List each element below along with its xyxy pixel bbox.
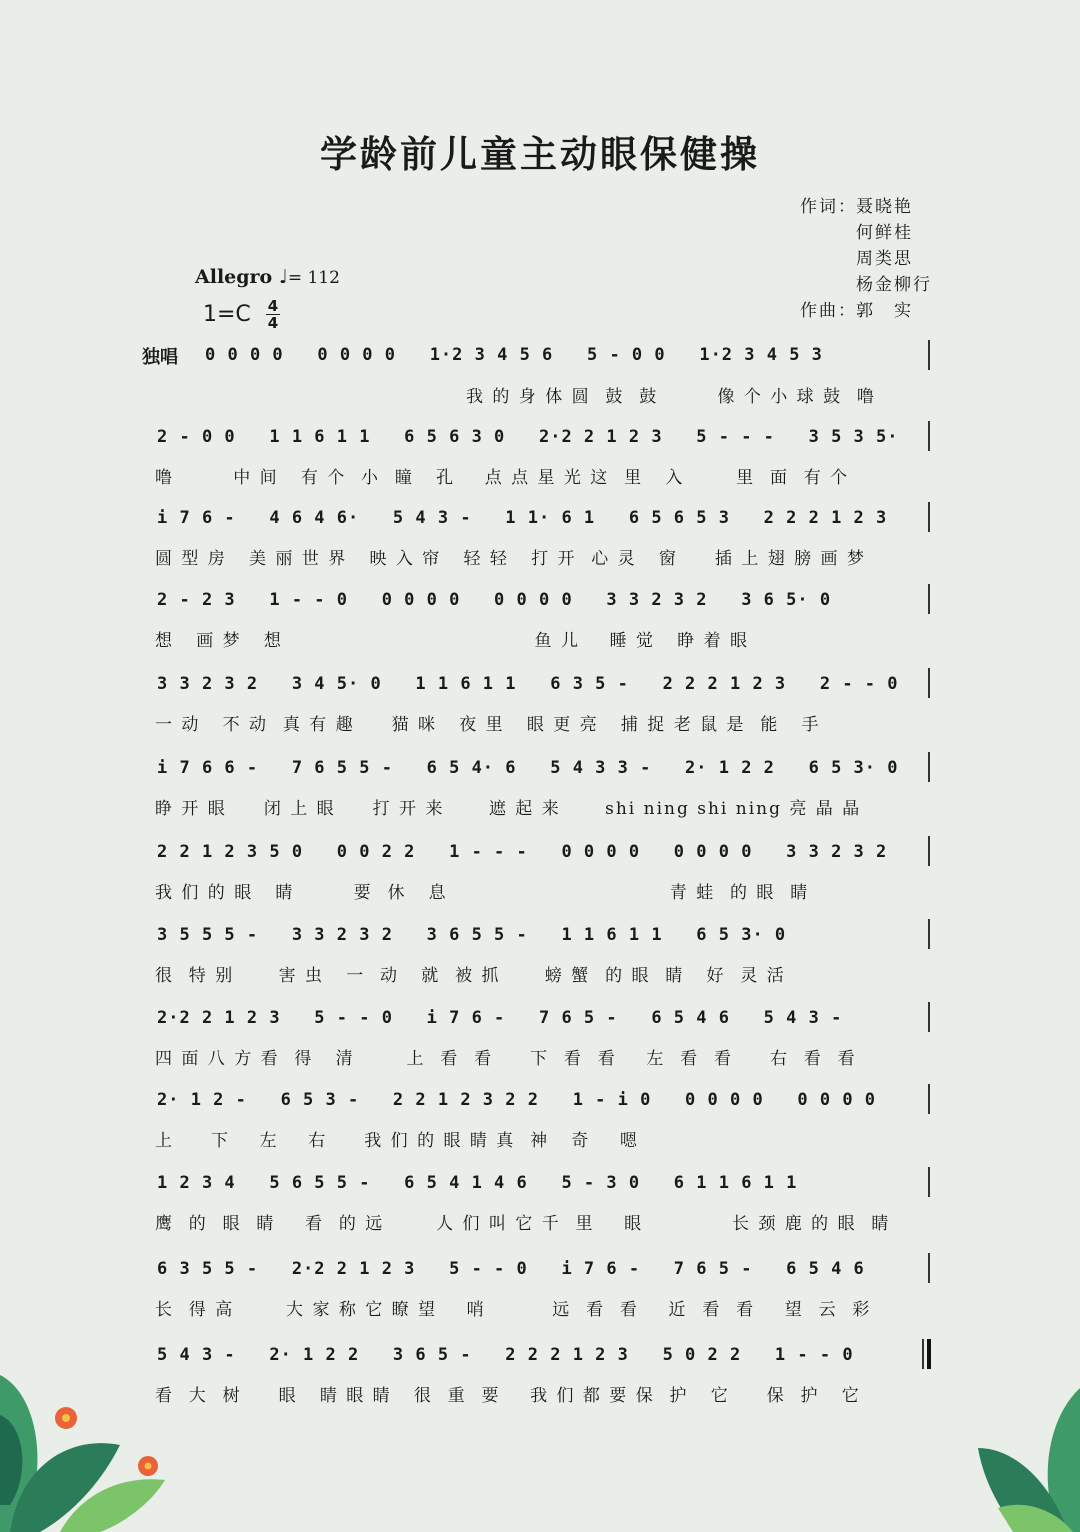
system-6-notes: i 7 6 6 - 7 6 5 5 - 6 5 4· 6 5 4 3 3 - 2· 1 2 2 6 5 3· 0	[157, 758, 899, 778]
tempo-bpm: = 112	[287, 268, 340, 288]
composer: 郭 实	[856, 301, 913, 321]
barline	[928, 502, 930, 532]
system-13-notes: 5 4 3 - 2· 1 2 2 3 6 5 - 2 2 2 1 2 3 5 0 2 2 1 - - 0	[157, 1345, 854, 1365]
system-8-notes: 3 5 5 5 - 3 3 2 3 2 3 6 5 5 - 1 1 6 1 1 6 5 3· 0	[157, 925, 787, 945]
quarter-note-icon: ♩	[278, 266, 288, 288]
time-signature-bottom: 4	[267, 314, 279, 332]
lyricist-label: 作词：	[800, 197, 857, 217]
barline	[928, 584, 930, 614]
lyricist-4: 杨金柳行	[856, 275, 932, 295]
system-3-notes: i 7 6 - 4 6 4 6· 5 4 3 - 1 1· 6 1 6 5 6 5 3 2 2 2 1 2 3	[157, 508, 888, 528]
flower-icon	[55, 1407, 77, 1429]
tempo-text: Allegro	[195, 266, 273, 288]
page-title: 学龄前儿童主动眼保健操	[320, 132, 760, 176]
system-9-lyrics: 四 面 八 方 看 得 清 上 看 看 下 看 看 左 看 看 右 看 看	[155, 1049, 857, 1069]
system-12-lyrics: 长 得 高 大 家 称 它 瞭 望 哨 远 看 看 近 看 看 望 云 彩	[155, 1300, 872, 1320]
system-2-notes: 2 - 0 0 1 1 6 1 1 6 5 6 3 0 2·2 2 1 2 3 5 - - - 3 5 3 5·	[157, 427, 899, 447]
system-2-lyrics: 噜 中 间 有 个 小 瞳 孔 点 点 星 光 这 里 入 里 面 有 个	[155, 468, 850, 488]
composer-label: 作曲：	[800, 301, 857, 321]
system-9-notes: 2·2 2 1 2 3 5 - - 0 i 7 6 - 7 6 5 - 6 5 4 6 5 4 3 -	[157, 1008, 843, 1028]
system-12-notes: 6 3 5 5 - 2·2 2 1 2 3 5 - - 0 i 7 6 - 7 6 5 - 6 5 4 6	[157, 1259, 865, 1279]
part-label: 独唱	[142, 347, 178, 368]
system-10-lyrics: 上 下 左 右 我 们 的 眼 睛 真 神 奇 嗯	[155, 1131, 639, 1151]
lyricist-2: 何鲜桂	[856, 223, 913, 243]
key-signature: 1=C	[203, 302, 251, 327]
system-7-notes: 2 2 1 2 3 5 0 0 0 2 2 1 - - - 0 0 0 0 0 0 0 0 3 3 2 3 2	[157, 842, 888, 862]
system-11-lyrics: 鹰 的 眼 睛 看 的 远 人 们 叫 它 千 里 眼 长 颈 鹿 的 眼 睛	[155, 1214, 891, 1234]
barline	[922, 1339, 924, 1369]
barline	[928, 752, 930, 782]
system-6-lyrics: 睁 开 眼 闭 上 眼 打 开 来 遮 起 来 shi ning shi ning 亮 晶 晶	[155, 799, 862, 819]
leaves-decoration-left	[0, 1355, 175, 1532]
system-4-notes: 2 - 2 3 1 - - 0 0 0 0 0 0 0 0 0 3 3 2 3 2 3 6 5· 0	[157, 590, 832, 610]
system-3-lyrics: 圆 型 房 美 丽 世 界 映 入 帘 轻 轻 打 开 心 灵 窗 插 上 翅 膀 画 梦	[155, 549, 866, 569]
barline	[928, 919, 930, 949]
final-barline	[927, 1339, 931, 1369]
time-signature-top: 4	[267, 297, 279, 315]
tempo-marking	[195, 266, 340, 288]
system-1-lyrics: 我 的 身 体 圆 鼓 鼓 像 个 小 球 鼓 噜	[466, 387, 876, 407]
time-signature	[264, 298, 282, 331]
system-1-notes: 0 0 0 0 0 0 0 0 1·2 3 4 5 6 5 - 0 0 1·2 3 4 5 3	[205, 345, 823, 365]
system-11-notes: 1 2 3 4 5 6 5 5 - 6 5 4 1 4 6 5 - 3 0 6 1 1 6 1 1	[157, 1173, 798, 1193]
system-5-notes: 3 3 2 3 2 3 4 5· 0 1 1 6 1 1 6 3 5 - 2 2 2 1 2 3 2 - - 0	[157, 674, 899, 694]
lyricist-1: 聂晓艳	[856, 197, 913, 217]
barline	[928, 1084, 930, 1114]
barline	[928, 421, 930, 451]
barline	[928, 668, 930, 698]
system-13-lyrics: 看 大 树 眼 睛 眼 睛 很 重 要 我 们 都 要 保 护 它 保 护 它	[155, 1386, 861, 1406]
system-7-lyrics: 我 们 的 眼 睛 要 休 息 青 蛙 的 眼 睛	[155, 883, 810, 903]
barline	[928, 1002, 930, 1032]
barline	[928, 1167, 930, 1197]
system-10-notes: 2· 1 2 - 6 5 3 - 2 2 1 2 3 2 2 1 - i 0 0 0 0 0 0 0 0 0	[157, 1090, 877, 1110]
lyricist-3: 周类思	[856, 249, 913, 269]
leaves-decoration-right	[958, 1378, 1080, 1532]
barline	[928, 1253, 930, 1283]
system-8-lyrics: 很 特 别 害 虫 一 动 就 被 抓 螃 蟹 的 眼 睛 好 灵 活	[155, 966, 786, 986]
flower-icon	[138, 1456, 158, 1476]
system-4-lyrics: 想 画 梦 想 鱼 儿 睡 觉 睁 着 眼	[155, 631, 749, 651]
barline	[928, 836, 930, 866]
system-5-lyrics: 一 动 不 动 真 有 趣 猫 咪 夜 里 眼 更 亮 捕 捉 老 鼠 是 能 手	[155, 715, 821, 735]
barline	[928, 340, 930, 370]
